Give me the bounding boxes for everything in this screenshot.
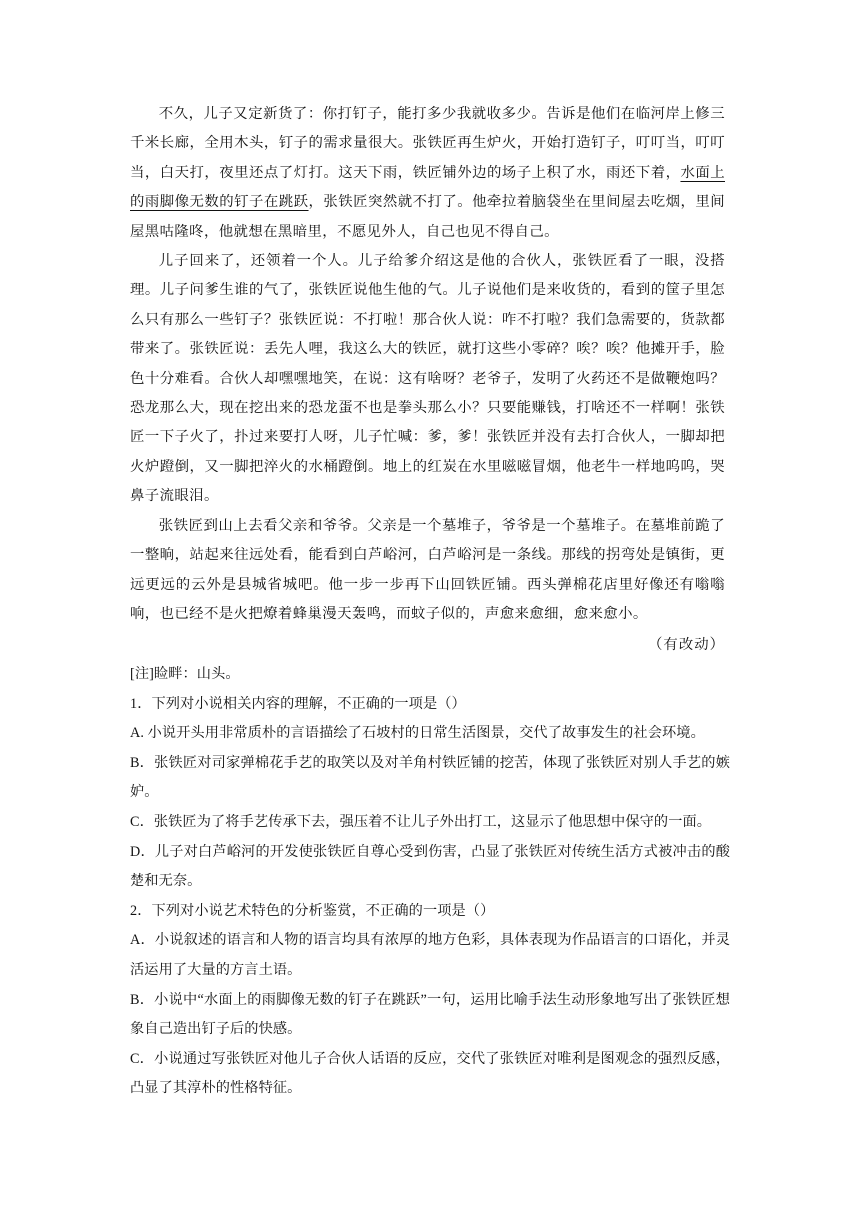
- paragraph-text: 不久，儿子又定新货了：你打钉子，能打多少我就收多少。告诉是他们在临河岸上修三千米长廊，全用木头，钉子的需求量很大。张铁匠再生炉火，开始打造钉子，叮叮当，叮叮当，白天打，夜里还点了灯打。这天下雨，铁匠铺外边的场子上积了水，雨还下着，: [130, 106, 725, 181]
- question-stem: 1．下列对小说相关内容的理解，不正确的一项是（）: [130, 695, 466, 712]
- question-option: B．小说中“水面上的雨脚像无数的钉子在跳跃”一句，运用比喻手法生动形象地写出了张铁匠想象自己造出钉子后的快感。: [130, 991, 730, 1038]
- question-option: C．张铁匠为了将手艺传承下去，强压着不让儿子外出打工，这显示了他思想中保守的一面。: [130, 813, 712, 830]
- question-option: B．张铁匠对司家弹棉花手艺的取笑以及对羊角村铁匠铺的挖苦，体现了张铁匠对别人手艺的嫉妒。: [130, 754, 730, 801]
- story-text: [130, 100, 725, 660]
- question-option: D．儿子对白芦峪河的开发使张铁匠自尊心受到伤害，凸显了张铁匠对传统生活方式被冲击的酸楚和无奈。: [130, 843, 730, 890]
- footnote: [注]睑畔：山头。: [130, 666, 240, 682]
- question-option: A．小说叙述的语言和人物的语言均具有浓厚的地方色彩，具体表现为作品语言的口语化，并灵活运用了大量的方言土语。: [130, 932, 730, 978]
- source-note: （有改动）: [648, 637, 725, 654]
- story-paragraph: [130, 100, 725, 247]
- questions-section: [130, 660, 730, 1104]
- question-option: C．小说通过写张铁匠对他儿子合伙人话语的反应，交代了张铁匠对唯利是图观念的强烈反感，凸显了其淳朴的性格特征。: [130, 1050, 730, 1097]
- underlined-sentence: 水面上的雨脚像无数的钉子在跳跃: [130, 164, 725, 211]
- story-paragraph: 儿子回来了，还领着一个人。儿子给爹介绍这是他的合伙人，张铁匠看了一眼，没搭理。儿子问爹生谁的气了，张铁匠说他生他的气。儿子说他们是来收货的，看到的筐子里怎么只有那么一些钉子？张铁匠说：不打啦！那合伙人说：咋不打啦？我们急需要的，货款都带来了。张铁匠说：丢先人哩，我这么大的铁匠，就打这些小零碎？唉？唉？他摊开手，脸色十分难看。合伙人却嘿嘿地笑，在说：这有啥呀？老爷子，发明了火药还不是做鞭炮吗？恐龙那么大，现在挖出来的恐龙蛋不也是拳头那么小？只要能赚钱，打啥还不一样啊！张铁匠一下子火了，扑过来要打人呀，儿子忙喊：爹，爹！张铁匠并没有去打合伙人，一脚却把火炉蹬倒，又一脚把淬火的水桶蹬倒。地上的红炭在水里嗞嗞冒烟，他老牛一样地呜呜，哭鼻子流眼泪。: [130, 253, 725, 505]
- paragraph-text: ，张铁匠突然就不打了。他牵拉着脑袋坐在里间屋去吃烟，里间屋黑咕隆咚，他就想在黑暗里，不愿见外人，自己也见不得自己。: [130, 194, 725, 240]
- story-paragraph: 张铁匠到山上去看父亲和爷爷。父亲是一个墓堆子，爷爷是一个墓堆子。在墓堆前跪了一整晌，站起来往远处看，能看到白芦峪河，白芦峪河是一条线。那线的拐弯处是镇街，更远更远的云外是县城省城吧。他一步一步再下山回铁匠铺。西头弹棉花店里好像还有嗡嗡响，也已经不是火把燎着蜂巢漫天轰鸣，而蚊子似的，声愈来愈细，愈来愈小。: [130, 517, 725, 622]
- question-stem: 2．下列对小说艺术特色的分析鉴赏，不正确的一项是（）: [130, 902, 495, 919]
- question-option: A. 小说开头用非常质朴的言语描绘了石坡村的日常生活图景，交代了故事发生的社会环境。: [130, 725, 705, 742]
